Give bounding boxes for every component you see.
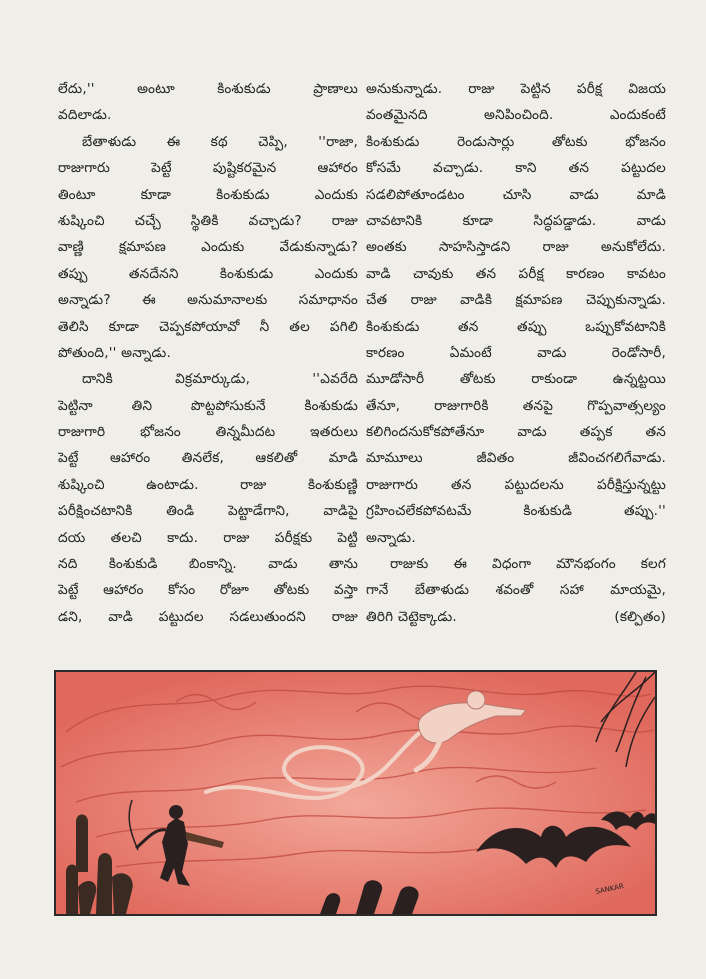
text-line: కింశుకుడు రెండుసార్లు తోటకు భోజనం bbox=[366, 133, 666, 150]
closing-row bbox=[366, 604, 666, 630]
text-line: చావటానికి కూడా సిద్ధపడ్డాడు. వాడు bbox=[366, 212, 666, 229]
left-text-column bbox=[58, 76, 358, 630]
story-illustration bbox=[54, 670, 657, 916]
text-line: వదిలాడు. bbox=[58, 107, 112, 124]
text-line: కారణం ఏమంటే వాడు రెండోసారీ, bbox=[366, 344, 666, 361]
text-line: మూడోసారీ తోటకు రాకుండా ఉన్నట్టయి bbox=[366, 371, 666, 388]
text-line: తప్పు తనదేనని కింశుకుడు ఎందుకు bbox=[58, 265, 358, 282]
text-line: వంతమైనది అనిపించింది. ఎందుకంటే bbox=[366, 107, 666, 124]
text-line: కలిగిందనుకోకపోతేనూ వాడు తప్పక తన bbox=[366, 424, 666, 441]
text-line: బేతాళుడు ఈ కథ చెప్పి, ''రాజా, bbox=[82, 133, 358, 150]
text-line: అంతకు సాహసిస్తాడని రాజు అనుకోలేదు. bbox=[366, 239, 666, 256]
text-line: అన్నాడు. bbox=[366, 529, 416, 546]
text-line: తిరిగి చెట్టెక్కాడు. bbox=[366, 608, 457, 625]
right-text-column bbox=[366, 76, 666, 630]
text-line: దానికి విక్రమార్కుడు, ''ఎవరేది bbox=[82, 371, 358, 388]
text-line: రాజుగారు తన పట్టుదలను పరీక్షిస్తున్నట్టు bbox=[366, 476, 666, 493]
text-line: కోసమే వచ్చాడు. కాని తన పట్టుదల bbox=[366, 160, 666, 177]
text-line: నది కింశుకుడి బింకాన్ని. వాడు తాను bbox=[58, 556, 358, 573]
text-line: అనుకున్నాడు. రాజు పెట్టిన పరీక్ష విజయ bbox=[366, 81, 666, 97]
text-line: రాజుకు ఈ విధంగా మౌనభంగం కలగ bbox=[390, 556, 666, 573]
text-line: రాజుగారి భోజనం తిన్నమీదట ఇతరులు bbox=[58, 424, 358, 441]
text-line: తెలిసి కూడా చెప్పకపోయావో నీ తల పగిలి bbox=[58, 318, 358, 335]
text-line: పోతుంది,'' అన్నాడు. bbox=[58, 344, 171, 361]
text-line: రాజుగారు పెట్టే పుష్టికరమైన ఆహారం bbox=[58, 160, 358, 177]
text-line: పెట్టే ఆహారం తినలేక, ఆకలితో మాడి bbox=[58, 450, 358, 467]
artist-signature: SANKAR bbox=[594, 882, 625, 896]
text-line: కింశుకుడు తన తప్పు ఒప్పుకోవటానికి bbox=[366, 318, 666, 335]
text-line: సడలిపోతూండటం చూసి వాడు మాడి bbox=[366, 186, 666, 203]
text-line: మామూలు జీవితం జీవించగలిగేవాడు. bbox=[366, 450, 666, 467]
text-line: వాణ్ణి క్షమాపణ ఎందుకు వేడుకున్నాడు? bbox=[58, 239, 358, 256]
text-line: పెట్టే ఆహారం కోసం రోజూ తోటకు వస్తా bbox=[58, 582, 358, 599]
text-line: పరీక్షించటానికి తిండి పెట్టాడేగాని, వాడిపై bbox=[58, 503, 358, 520]
text-line: గానే బేతాళుడు శవంతో సహా మాయమై, bbox=[366, 582, 666, 599]
credit-label: (కల్పితం) bbox=[614, 608, 666, 625]
text-line: శుష్కించి ఉంటాడు. రాజు కింశుకుణ్ణి bbox=[58, 476, 358, 493]
text-line: దయ తలచి కాదు. రాజు పరీక్షకు పెట్టి bbox=[58, 529, 358, 546]
text-line: గ్రహించలేకపోవటమే కింశుకుడి తప్పు.'' bbox=[366, 503, 666, 520]
text-line: శుష్కించి చచ్చే స్థితికి వచ్చాడు? రాజు bbox=[58, 212, 358, 229]
text-line: పెట్టినా తిని పొట్టపోసుకునే కింశుకుడు bbox=[58, 397, 358, 414]
text-line: అన్నాడు? ఈ అనుమానాలకు సమాధానం bbox=[58, 292, 358, 309]
sky-background bbox=[56, 672, 655, 914]
text-line: డని, వాడి పట్టుదల సడలుతుందని రాజు bbox=[58, 608, 358, 625]
text-line: చేత రాజు వాడికి క్షమాపణ చెప్పుకున్నాడు. bbox=[366, 292, 666, 309]
text-line: తేనూ, రాజుగారికి తనపై గొప్పవాత్సల్యం bbox=[366, 397, 666, 414]
text-line: లేదు,'' అంటూ కింశుకుడు ప్రాణాలు bbox=[58, 81, 358, 97]
text-line: వాడి చావుకు తన పరీక్ష కారణం కావటం bbox=[366, 265, 666, 282]
text-line: తింటూ కూడా కింశుకుడు ఎందుకు bbox=[58, 186, 358, 203]
